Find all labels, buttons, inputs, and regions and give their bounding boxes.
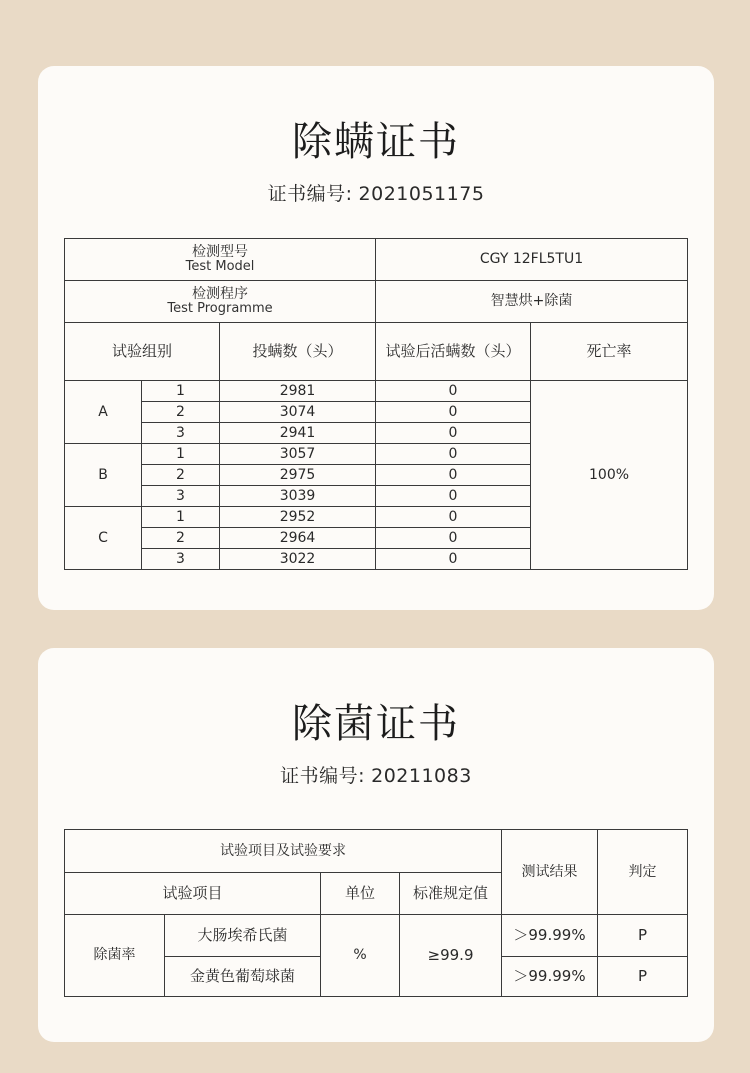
table-row <box>65 915 688 957</box>
mites-alive: 0 <box>376 444 531 465</box>
trial-number: 1 <box>142 444 220 465</box>
bacteria-header-row <box>65 830 688 873</box>
trial-number: 2 <box>142 465 220 486</box>
header-unit: 单位 <box>321 873 400 915</box>
trial-number: 2 <box>142 402 220 423</box>
standard-value: ≥99.9 <box>400 915 502 997</box>
mites-alive: 0 <box>376 528 531 549</box>
mites-placed: 3039 <box>220 486 376 507</box>
mites-placed: 2981 <box>220 381 376 402</box>
mites-placed: 2941 <box>220 423 376 444</box>
trial-number: 3 <box>142 423 220 444</box>
unit-value: % <box>321 915 400 997</box>
bacteria-cert-value: 20211083 <box>371 765 472 787</box>
mite-certificate-number <box>38 179 714 206</box>
death-rate-value: 100% <box>531 381 688 570</box>
programme-value: 智慧烘+除菌 <box>376 281 688 323</box>
header-mites-alive: 试验后活螨数（头） <box>376 323 531 381</box>
group-label: B <box>65 444 142 507</box>
mite-certificate-title: 除螨证书 <box>292 119 460 165</box>
mites-alive: 0 <box>376 402 531 423</box>
header-test-item: 试验项目 <box>65 873 321 915</box>
mites-alive: 0 <box>376 549 531 570</box>
programme-row <box>65 281 688 323</box>
mites-placed: 2952 <box>220 507 376 528</box>
mite-certificate-card <box>38 66 714 610</box>
bacteria-certificate-card <box>38 648 714 1042</box>
test-result-value: ＞99.99% <box>502 915 598 957</box>
header-items-requirements: 试验项目及试验要求 <box>65 830 502 873</box>
trial-number: 1 <box>142 381 220 402</box>
bacteria-results-table <box>64 829 688 997</box>
mites-placed: 3057 <box>220 444 376 465</box>
test-item-name: 大肠埃希氏菌 <box>165 915 321 957</box>
group-label: C <box>65 507 142 570</box>
model-row <box>65 239 688 281</box>
header-judgement: 判定 <box>598 830 688 915</box>
mite-cert-label: 证书编号: <box>267 183 353 205</box>
mites-alive: 0 <box>376 381 531 402</box>
mite-cert-value: 2021051175 <box>358 183 485 205</box>
trial-number: 1 <box>142 507 220 528</box>
header-standard-value: 标准规定值 <box>400 873 502 915</box>
header-death-rate: 死亡率 <box>531 323 688 381</box>
mites-placed: 2975 <box>220 465 376 486</box>
header-test-group: 试验组别 <box>65 323 220 381</box>
group-label: A <box>65 381 142 444</box>
bacteria-certificate-title: 除菌证书 <box>292 701 460 747</box>
model-label: 检测型号 Test Model <box>65 239 376 281</box>
mites-placed: 3022 <box>220 549 376 570</box>
mites-alive: 0 <box>376 423 531 444</box>
programme-label: 检测程序 Test Programme <box>65 281 376 323</box>
header-mites-placed: 投螨数（头） <box>220 323 376 381</box>
mite-results-table <box>64 238 688 570</box>
header-test-result: 测试结果 <box>502 830 598 915</box>
bacteria-cert-label: 证书编号: <box>280 765 366 787</box>
test-result-value: ＞99.99% <box>502 957 598 997</box>
mites-alive: 0 <box>376 465 531 486</box>
trial-number: 2 <box>142 528 220 549</box>
mites-placed: 2964 <box>220 528 376 549</box>
category-label: 除菌率 <box>65 915 165 997</box>
mites-alive: 0 <box>376 507 531 528</box>
judgement-value: P <box>598 915 688 957</box>
test-item-name: 金黄色葡萄球菌 <box>165 957 321 997</box>
model-value: CGY 12FL5TU1 <box>376 239 688 281</box>
table-row <box>65 381 688 402</box>
mites-alive: 0 <box>376 486 531 507</box>
mites-placed: 3074 <box>220 402 376 423</box>
mite-header-row <box>65 323 688 381</box>
trial-number: 3 <box>142 486 220 507</box>
bacteria-certificate-number <box>38 761 714 788</box>
trial-number: 3 <box>142 549 220 570</box>
judgement-value: P <box>598 957 688 997</box>
